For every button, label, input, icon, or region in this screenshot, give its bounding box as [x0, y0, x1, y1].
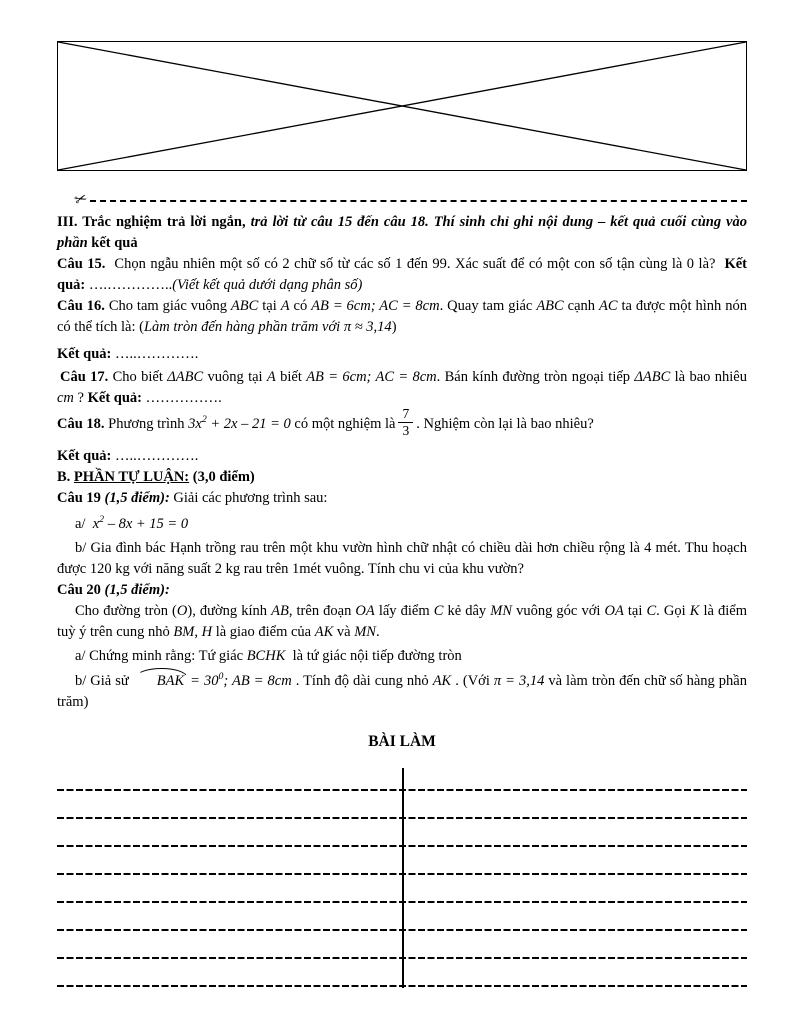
section-b-header: B. PHẦN TỰ LUẬN: (3,0 điểm) — [57, 469, 255, 486]
q20-intro: Cho đường tròn (O), đường kính AB, trên đoạn OA lấy điểm C kẻ dây MN vuông góc với OA tại C. Gọi K là điểm tuỳ ý trên cung nhỏ BM, H là giao điểm của AK và MN. — [57, 603, 747, 641]
scissors-icon: ✂ — [72, 189, 90, 210]
section-iii-header: III. Trắc nghiệm trả lời ngắn, trả lời từ câu 15 đến câu 18. Thí sinh chỉ ghi nội dung – kết quả cuối cùng vào phần kết quả — [57, 214, 747, 251]
bai-lam-title: BÀI LÀM — [368, 733, 436, 751]
q20-item-a: a/ Chứng minh rằng: Tứ giác BCHK là tứ giác nội tiếp đường tròn — [75, 648, 462, 665]
q17-paragraph: Câu 17. Cho biết ΔABC vuông tại A biết AB = 6cm; AC = 8cm. Bán kính đường tròn ngoại tiếp ΔABC là bao nhiêu cm ? Kết quả: ……………. — [57, 369, 747, 406]
q16-result-line: Kết quả: …..…………. — [57, 346, 199, 362]
answer-sheet — [57, 768, 747, 998]
q18-paragraph: Câu 18. Phương trình $3x^2 + 2x - 21 = 0$ có một nghiệm là $\frac{7}{3}$ . Nghiệm còn lại là bao nhiêu? — [57, 406, 594, 439]
q15-paragraph: Câu 15. Chọn ngẫu nhiên một số có 2 chữ số từ các số 1 đến 99. Xác suất để có một con số tận cùng là 0 là? Kết quả: ….…………..(Viết kết quả dưới dạng phân số) — [57, 256, 747, 293]
q20-header: Câu 20 (1,5 điểm): — [57, 582, 170, 599]
cut-line — [57, 189, 747, 210]
q16-paragraph: Câu 16. Cho tam giác vuông ABC tại A có AB = 6cm; AC = 8cm. Quay tam giác ABC cạnh AC ta được một hình nón có thể tích là: (Làm tròn đến hàng phần trăm với π ≈ 3,14) — [57, 298, 747, 335]
crossed-box-x-icon — [58, 42, 746, 170]
q19-header: Câu 19 (1,5 điểm): Giải các phương trình sau: — [57, 490, 328, 507]
q19-item-a: a/ $x^2 - 8x + 15 = 0$ — [75, 514, 189, 533]
q19-item-b: b/ Gia đình bác Hạnh trồng rau trên một khu vườn hình chữ nhật có chiều dài hơn chiều rộng là 4 mét. Thu hoạch được 120 kg với năng suất 2 kg rau trên 1mét vuông. Tính chu vi của khu vườn? — [57, 540, 747, 578]
q18-result-line: Kết quả: …..…………. — [57, 448, 199, 465]
answer-column-divider — [402, 768, 404, 988]
crossed-placeholder-box — [57, 41, 747, 171]
q20-item-b: b/ Giả sử BAK = $30^0$; AB = 8cm . Tính độ dài cung nhỏ AK . (Với π = 3,14 và làm tròn đến chữ số hàng phần trăm) — [57, 671, 747, 711]
cut-line-dashes — [90, 200, 747, 202]
